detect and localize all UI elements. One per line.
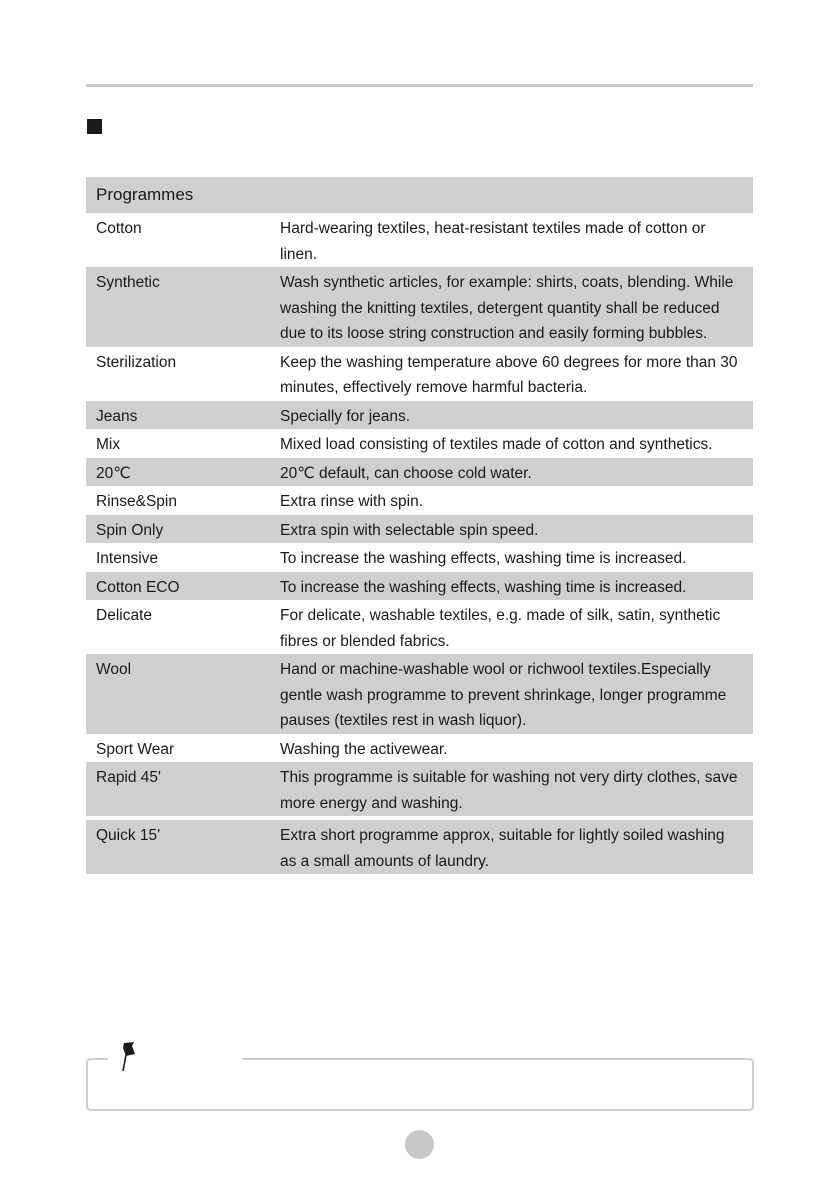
table-row <box>86 734 753 763</box>
programme-name: Quick 15' <box>86 820 280 874</box>
square-bullet-icon <box>87 119 102 134</box>
page-number-dot <box>405 1130 434 1159</box>
table-row <box>86 267 753 347</box>
programme-description: For delicate, washable textiles, e.g. made of silk, satin, synthetic fibres or blended fabrics. <box>280 607 721 650</box>
note-box <box>86 1058 754 1111</box>
programme-description: To increase the washing effects, washing time is increased. <box>280 572 753 601</box>
programme-description: Extra rinse with spin. <box>280 493 423 510</box>
table-row <box>86 347 753 401</box>
programme-name: 20℃ <box>86 458 280 487</box>
programme-description: Extra spin with selectable spin speed. <box>280 515 753 544</box>
programme-description: This programme is suitable for washing not very dirty clothes, save more energy and washing. <box>280 762 753 816</box>
programme-description: Washing the activewear. <box>280 740 448 758</box>
programme-name: Delicate <box>96 607 152 624</box>
programme-name: Rinse&Spin <box>96 493 177 510</box>
table-row <box>86 401 753 430</box>
programme-name: Intensive <box>96 550 159 567</box>
programme-name: Sport Wear <box>96 740 175 758</box>
programme-description: Specially for jeans. <box>280 401 753 430</box>
programme-description: Mixed load consisting of textiles made of cotton and synthetics. <box>280 436 713 453</box>
table-row <box>86 486 753 515</box>
programme-description: Extra short programme approx, suitable for lightly soiled washing as a small amounts of laundry. <box>280 820 753 874</box>
programme-name: Spin Only <box>86 515 280 544</box>
table-row <box>86 600 753 654</box>
programme-description: Hard-wearing textiles, heat-resistant textiles made of cotton or linen. <box>280 220 706 263</box>
programmes-table <box>86 177 753 874</box>
programme-description: Wash synthetic articles, for example: shirts, coats, blending. While washing the knitting textiles, detergent quantity shall be reduced due to its loose string construction and easily forming bubbles. <box>280 267 753 347</box>
table-row <box>86 654 753 734</box>
table-row <box>86 543 753 572</box>
programme-name: Jeans <box>86 401 280 430</box>
programme-name: Rapid 45' <box>86 762 280 816</box>
table-header: Programmes <box>86 177 753 213</box>
table-header-row <box>86 177 753 213</box>
table-row <box>86 515 753 544</box>
table-row <box>86 820 753 874</box>
header-rule <box>86 84 753 87</box>
table-row <box>86 572 753 601</box>
table-row <box>86 458 753 487</box>
programme-name: Synthetic <box>86 267 280 347</box>
programme-description: 20℃ default, can choose cold water. <box>280 458 753 487</box>
programme-description: Keep the washing temperature above 60 degrees for more than 30 minutes, effectively remove harmful bacteria. <box>280 353 738 396</box>
table-row <box>86 429 753 458</box>
programme-name: Sterilization <box>96 353 177 371</box>
programme-name: Cotton <box>96 220 142 237</box>
table-row <box>86 213 753 267</box>
pushpin-icon <box>118 1040 142 1074</box>
programme-name: Wool <box>86 654 280 734</box>
programme-description: Hand or machine-washable wool or richwool textiles.Especially gentle wash programme to prevent shrinkage, longer programme pauses (textiles rest in wash liquor). <box>280 654 753 734</box>
programme-description: To increase the washing effects, washing time is increased. <box>280 550 687 567</box>
table-row <box>86 762 753 816</box>
programme-name: Cotton ECO <box>86 572 280 601</box>
programme-name: Mix <box>96 436 121 453</box>
